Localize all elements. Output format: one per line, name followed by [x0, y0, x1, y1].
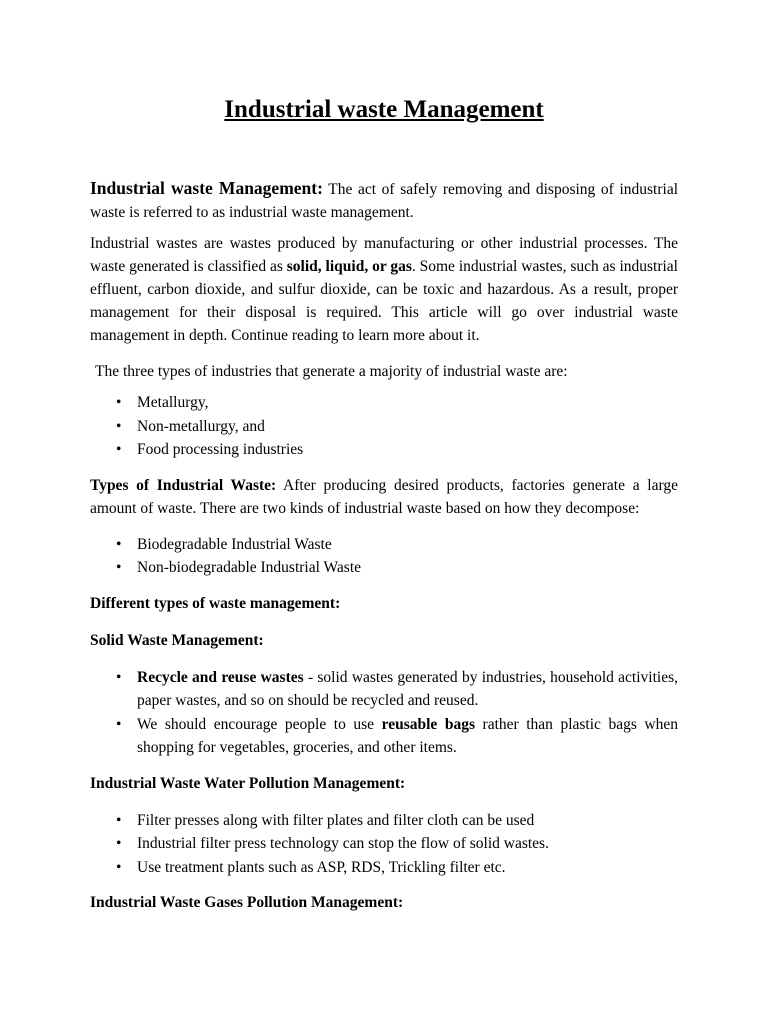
list-item-text: Non-biodegradable Industrial Waste — [137, 559, 362, 576]
overview-bold: solid, liquid, or gas — [286, 258, 412, 275]
bullet-icon: • — [116, 715, 122, 733]
bullet-icon: • — [116, 835, 122, 852]
overview-paragraph — [90, 232, 678, 347]
overview-text-end: . Some industrial wastes, such as industrial effluent, carbon dioxide, and sulfur dioxide, can be toxic and hazardous. As a result, proper management for their disposal is required. This article will go over industrial waste management in depth. Continue reading to learn more about it. — [90, 258, 678, 344]
list-item — [116, 713, 678, 760]
bullet-icon: • — [116, 417, 122, 435]
list-item — [116, 438, 678, 462]
list-item-bold: Recycle and reuse wastes — [137, 668, 304, 686]
intro-paragraph — [90, 177, 678, 224]
intro-text: The act of safely removing and disposing of industrial waste is referred to as industrial waste management. — [90, 181, 678, 221]
bullet-icon: • — [116, 668, 122, 686]
list-item — [116, 533, 678, 557]
industries-intro: The three types of industries that generate a majority of industrial waste are: — [95, 363, 568, 380]
solid-waste-heading: Solid Waste Management: — [90, 631, 264, 649]
list-item-text: We should encourage people to use — [137, 715, 382, 733]
list-item-text: Filter presses along with filter plates and filter cloth can be used — [137, 811, 535, 829]
waste-management-heading: Different types of waste management: — [90, 594, 341, 612]
water-pollution-list — [90, 809, 678, 880]
list-item-text: Biodegradable Industrial Waste — [137, 535, 332, 553]
list-item — [116, 415, 678, 439]
industries-list — [90, 391, 678, 462]
document-title: Industrial waste Management — [224, 96, 544, 123]
list-item — [116, 666, 678, 713]
list-item-text: Use treatment plants such as ASP, RDS, Trickling filter etc. — [137, 858, 506, 876]
list-item-text: Food processing industries — [137, 441, 304, 458]
types-paragraph — [90, 474, 678, 520]
list-item-text: Industrial filter press technology can stop the flow of solid wastes. — [137, 835, 549, 852]
list-item — [116, 556, 678, 580]
list-item — [116, 391, 678, 415]
solid-waste-list — [90, 666, 678, 760]
bullet-icon: • — [116, 559, 122, 576]
gas-pollution-heading: Industrial Waste Gases Pollution Management: — [90, 894, 404, 911]
water-pollution-heading: Industrial Waste Water Pollution Management: — [90, 774, 406, 792]
list-item — [116, 809, 678, 833]
bullet-icon: • — [116, 535, 122, 553]
list-item — [116, 856, 678, 880]
bullet-icon: • — [116, 394, 122, 411]
list-item — [116, 832, 678, 856]
types-text: After producing desired products, factories generate a large amount of waste. There are two kinds of industrial waste based on how they decompose: — [90, 476, 678, 517]
types-lead: Types of Industrial Waste: — [90, 476, 277, 494]
list-item-bold: reusable bags — [381, 715, 475, 733]
overview-text-start: Industrial wastes are wastes produced by manufacturing or other industrial processes. The waste generated is classified as — [90, 235, 678, 275]
bullet-icon: • — [116, 858, 122, 876]
types-list — [90, 533, 678, 580]
list-item-text: rather than plastic bags when shopping for vegetables, groceries, and other items. — [137, 715, 678, 756]
list-item-text: Non-metallurgy, and — [137, 417, 265, 435]
list-item-text: - solid wastes generated by industries, household activities, paper wastes, and so on should be recycled and reused. — [137, 668, 678, 709]
bullet-icon: • — [116, 811, 122, 829]
intro-lead: Industrial waste Management: — [90, 178, 323, 198]
bullet-icon: • — [116, 441, 122, 458]
list-item-text: Metallurgy, — [137, 394, 209, 411]
